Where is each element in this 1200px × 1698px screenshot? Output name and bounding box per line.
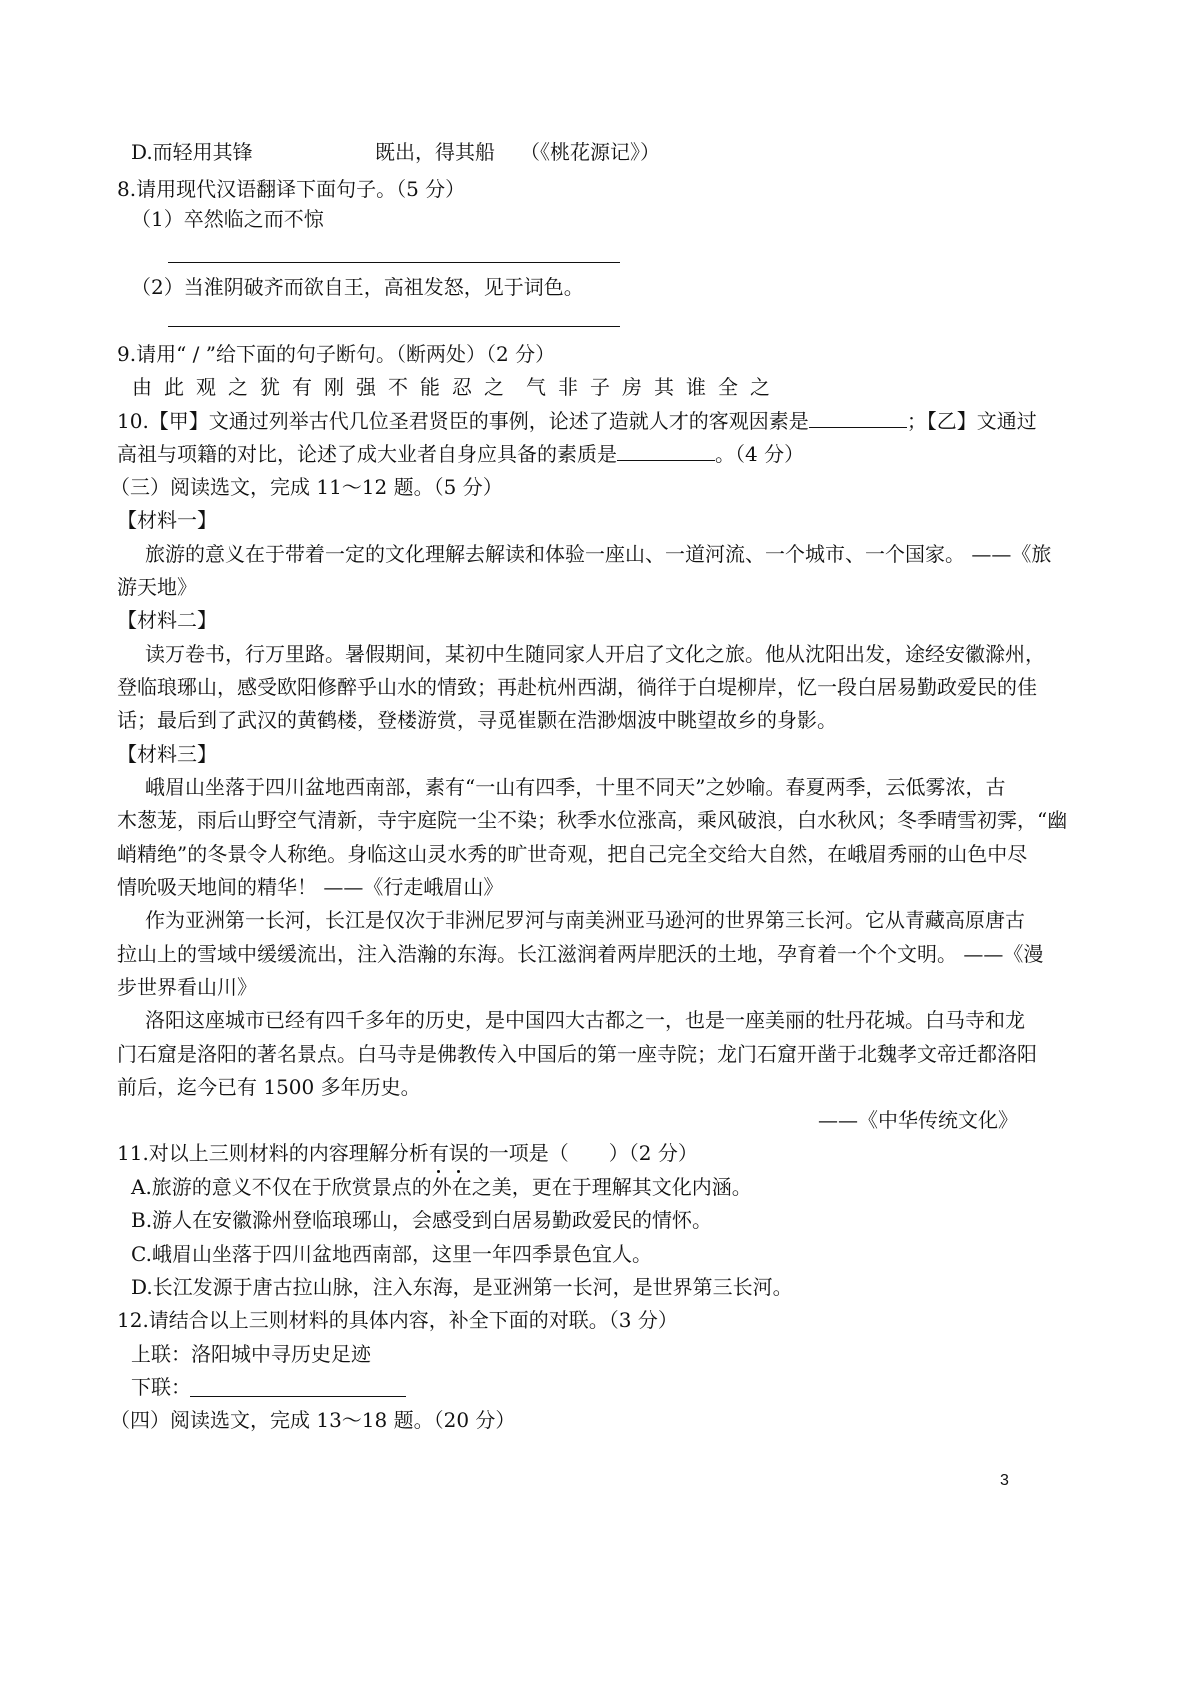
q9-char: 之 bbox=[228, 375, 248, 399]
q9-char: 有 bbox=[292, 375, 312, 399]
q10-blank-2[interactable] bbox=[617, 440, 715, 461]
q9-char: 气 bbox=[526, 375, 546, 399]
q12-lower-label: 下联： bbox=[131, 1375, 191, 1399]
q11-option-b: B.游人在安徽滁州登临琅琊山，会感受到白居易勤政爱民的情怀。 bbox=[131, 1208, 713, 1232]
q9-prompt: 9.请用“ / ”给下面的句子断句。（断两处）（2 分） bbox=[117, 342, 556, 366]
page-number: 3 bbox=[1000, 1472, 1009, 1489]
q9-char: 非 bbox=[558, 375, 578, 399]
section-4-heading: （四）阅读选文，完成 13～18 题。（20 分） bbox=[110, 1408, 516, 1432]
q7-option-d bbox=[131, 138, 253, 166]
material-3-title: 【材料三】 bbox=[117, 742, 217, 766]
q9-char: 房 bbox=[622, 375, 642, 399]
material-3-line: 前后，迄今已有 1500 多年历史。 bbox=[117, 1075, 421, 1099]
section-3-heading: （三）阅读选文，完成 11～12 题。（5 分） bbox=[110, 475, 503, 499]
material-3-line: 峭精绝”的冬景令人称绝。身临这山灵水秀的旷世奇观，把自己完全交给大自然，在峨眉秀丽的山色中尽 bbox=[117, 842, 1028, 866]
material-3-line: 洛阳这座城市已经有四千多年的历史，是中国四大古都之一，也是一座美丽的牡丹花城。白马寺和龙 bbox=[145, 1008, 1025, 1032]
q11-option-d: D.长江发源于唐古拉山脉，注入东海，是亚洲第一长河，是世界第三长河。 bbox=[131, 1275, 793, 1299]
q10-text-d: 。（4 分） bbox=[715, 442, 805, 466]
material-2-line: 话；最后到了武汉的黄鹤楼，登楼游赏，寻觅崔颢在浩渺烟波中眺望故乡的身影。 bbox=[117, 708, 837, 732]
q8-answer-line-1[interactable] bbox=[168, 262, 620, 263]
q9-char: 能 bbox=[420, 375, 440, 399]
q11-emphasis-1: 有 bbox=[428, 1141, 449, 1165]
q11-prompt-b: 的一项是（ ）（2 分） bbox=[468, 1141, 698, 1165]
q8-sentence-2: （2）当淮阴破齐而欲自王，高祖发怒，见于词色。 bbox=[131, 275, 584, 299]
q10-line-1 bbox=[117, 407, 1037, 435]
material-2-line: 读万卷书，行万里路。暑假期间，某初中生随同家人开启了文化之旅。他从沈阳出发，途经安徽滁州， bbox=[145, 642, 1045, 666]
q9-char: 由 bbox=[132, 375, 152, 399]
q10-text-b: ；【乙】文通过 bbox=[906, 409, 1037, 433]
q8-prompt: 8.请用现代汉语翻译下面句子。（5 分） bbox=[117, 177, 466, 201]
q9-char: 此 bbox=[164, 375, 184, 399]
q7-option-d-label: D.而轻用其锋 bbox=[131, 140, 253, 164]
material-3-line: 情吮吸天地间的精华！ ——《行走峨眉山》 bbox=[117, 875, 504, 899]
q9-char: 强 bbox=[356, 375, 376, 399]
q9-char: 刚 bbox=[324, 375, 344, 399]
q9-char: 全 bbox=[718, 375, 738, 399]
q9-char: 之 bbox=[484, 375, 504, 399]
material-2-title: 【材料二】 bbox=[117, 608, 217, 632]
q7-option-d-source: （《桃花源记》） bbox=[520, 140, 660, 164]
material-3-line: 拉山上的雪域中缓缓流出，注入浩瀚的东海。长江滋润着两岸肥沃的土地，孕育着一个个文明。 ——《漫 bbox=[117, 942, 1044, 966]
q10-line-2 bbox=[117, 440, 804, 468]
q11-prompt bbox=[117, 1139, 698, 1167]
q7-option-d-example: 既出，得其船 bbox=[375, 140, 495, 164]
q8-answer-line-2[interactable] bbox=[168, 326, 620, 327]
q10-blank-1[interactable] bbox=[809, 407, 907, 428]
material-3-line: 作为亚洲第一长河，长江是仅次于非洲尼罗河与南美洲亚马逊河的世界第三长河。它从青藏高原唐古 bbox=[145, 908, 1025, 932]
material-2-line: 登临琅琊山，感受欧阳修醉乎山水的情致；再赴杭州西湖，徜徉于白堤柳岸，忆一段白居易勤政爱民的佳 bbox=[117, 675, 1037, 699]
q9-char: 其 bbox=[654, 375, 674, 399]
q9-char: 忍 bbox=[452, 375, 472, 399]
material-3-line: 木葱茏，雨后山野空气清新，寺宇庭院一尘不染；秋季水位涨高，乘风破浪，白水秋风；冬季晴雪初霁，“幽 bbox=[117, 808, 1068, 832]
q12-upper-couplet: 上联：洛阳城中寻历史足迹 bbox=[131, 1342, 371, 1366]
material-3-source: ——《中华传统文化》 bbox=[818, 1108, 1018, 1132]
q10-text-c: 高祖与项籍的对比，论述了成大业者自身应具备的素质是 bbox=[117, 442, 617, 466]
q10-text-a: 10.【甲】文通过列举古代几位圣君贤臣的事例，论述了造就人才的客观因素是 bbox=[117, 409, 809, 433]
material-3-line: 峨眉山坐落于四川盆地西南部，素有“一山有四季，十里不同天”之妙喻。春夏两季，云低雾浓，古 bbox=[145, 775, 1006, 799]
q9-char: 谁 bbox=[686, 375, 706, 399]
q11-option-c: C.峨眉山坐落于四川盆地西南部，这里一年四季景色宜人。 bbox=[131, 1242, 652, 1266]
q9-char: 观 bbox=[196, 375, 216, 399]
material-3-line: 步世界看山川》 bbox=[117, 975, 257, 999]
material-1-line: 旅游的意义在于带着一定的文化理解去解读和体验一座山、一道河流、一个城市、一个国家。 ——《旅 bbox=[145, 542, 1052, 566]
material-1-title: 【材料一】 bbox=[117, 508, 217, 532]
q12-lower-couplet bbox=[131, 1373, 191, 1401]
q9-char: 犹 bbox=[260, 375, 280, 399]
q9-char: 之 bbox=[750, 375, 770, 399]
q12-prompt: 12.请结合以上三则材料的具体内容，补全下面的对联。（3 分） bbox=[117, 1308, 678, 1332]
q8-sentence-1: （1）卒然临之而不惊 bbox=[131, 207, 324, 231]
q11-option-a: A.旅游的意义不仅在于欣赏景点的外在之美，更在于理解其文化内涵。 bbox=[131, 1175, 752, 1199]
q9-char: 不 bbox=[388, 375, 408, 399]
q11-emphasis-2: 误 bbox=[448, 1141, 469, 1165]
material-3-line: 门石窟是洛阳的著名景点。白马寺是佛教传入中国后的第一座寺院；龙门石窟开凿于北魏孝文帝迁都洛阳 bbox=[117, 1042, 1037, 1066]
q9-text bbox=[126, 373, 776, 401]
material-1-line: 游天地》 bbox=[117, 575, 197, 599]
q12-answer-line[interactable] bbox=[190, 1396, 406, 1397]
q9-char: 子 bbox=[590, 375, 610, 399]
q11-prompt-a: 11.对以上三则材料的内容理解分析 bbox=[117, 1141, 429, 1165]
